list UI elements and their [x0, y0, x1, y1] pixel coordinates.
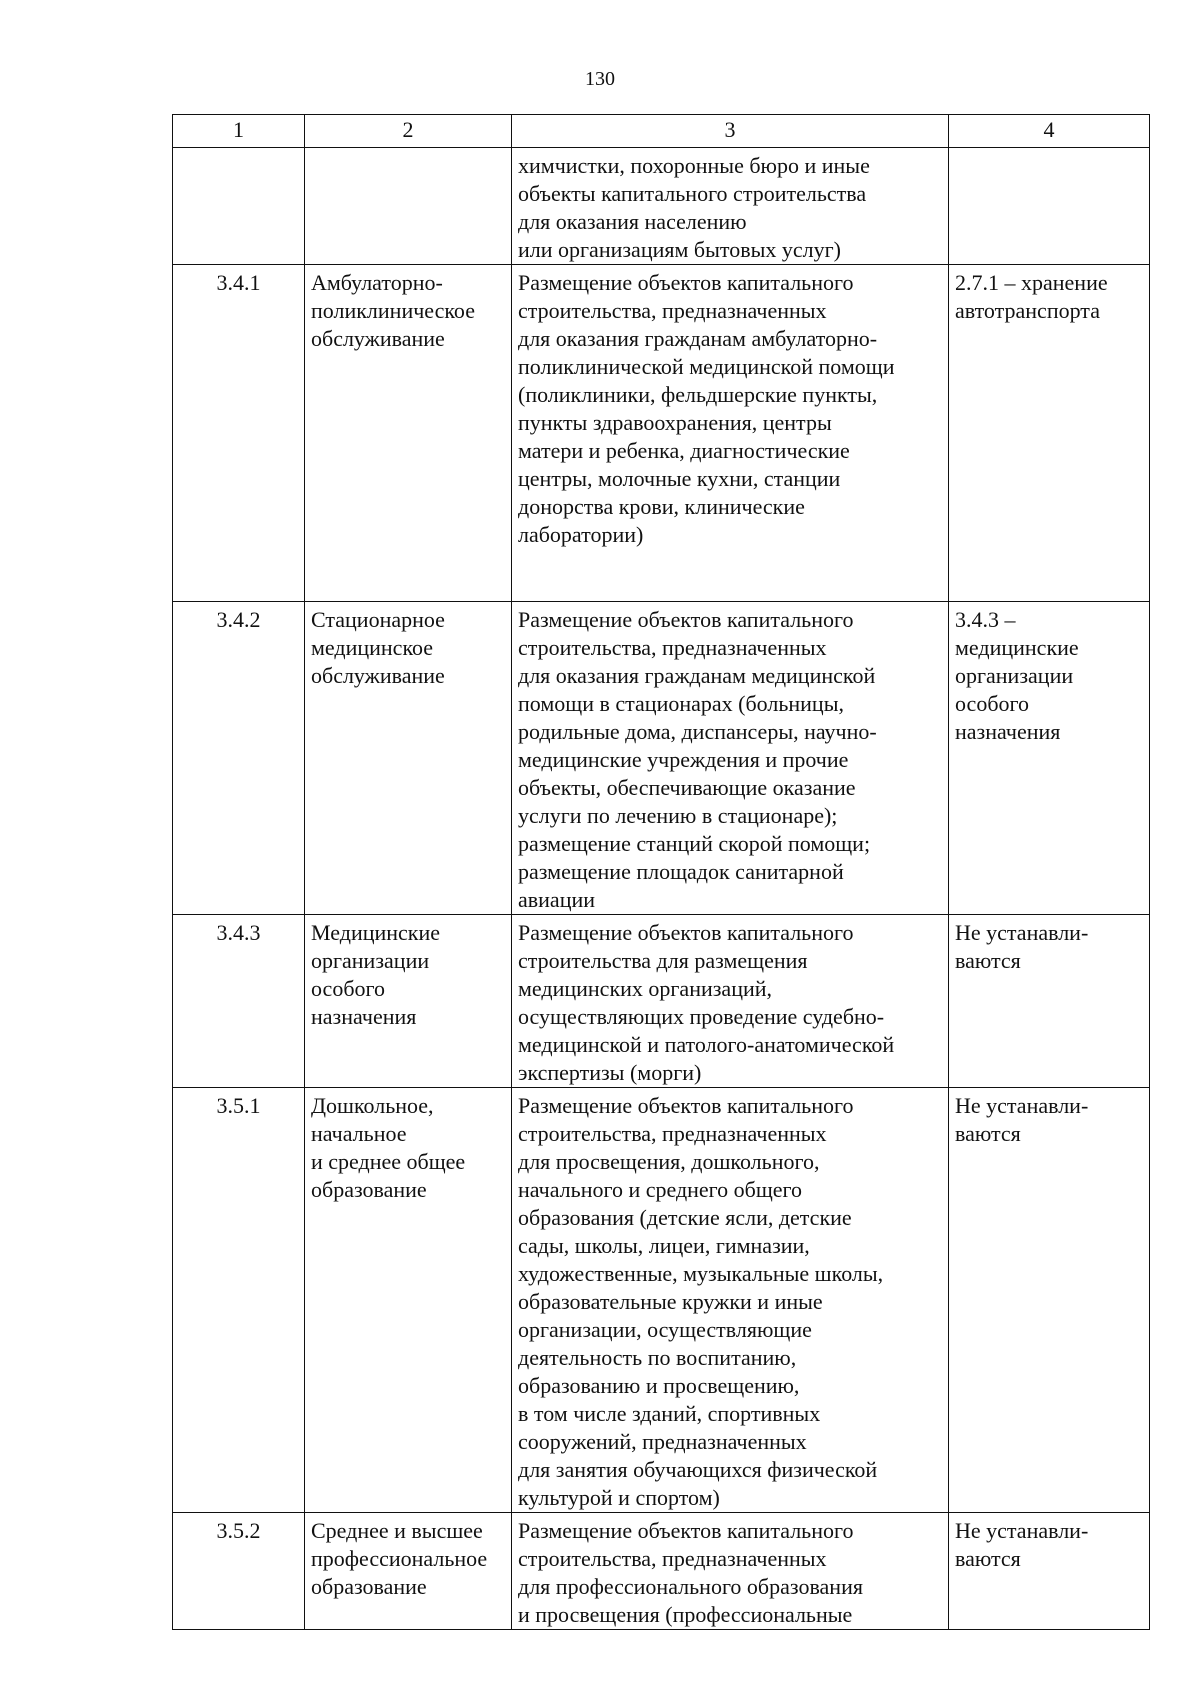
description-cell-line: авиации	[518, 887, 596, 912]
name-cell	[305, 148, 512, 265]
name-cell-line: Среднее и высшее	[311, 1518, 483, 1543]
description-cell-line: для оказания населению	[518, 209, 747, 234]
code-cell: 3.5.1	[173, 1088, 305, 1513]
column-header-2: 2	[305, 115, 512, 148]
table-row	[173, 602, 1150, 915]
auxiliary-cell-line: ваются	[955, 1121, 1021, 1146]
name-cell-line: Дошкольное,	[311, 1093, 434, 1118]
table-row	[173, 915, 1150, 1088]
description-cell-line: Размещение объектов капитального	[518, 1518, 854, 1543]
description-cell-line: строительства, предназначенных	[518, 1546, 827, 1571]
table-row	[173, 148, 1150, 265]
description-cell-line: донорства крови, клинические	[518, 494, 805, 519]
description-cell-line: Размещение объектов капитального	[518, 607, 854, 632]
auxiliary-cell-line: медицинские	[955, 635, 1079, 660]
description-cell-line: строительства для размещения	[518, 948, 808, 973]
description-cell-line: для профессионального образования	[518, 1574, 863, 1599]
description-cell-line: художественные, музыкальные школы,	[518, 1261, 884, 1286]
name-cell-line: Медицинские	[311, 920, 441, 945]
description-cell-line: объекты капитального строительства	[518, 181, 867, 206]
description-cell-line: медицинских организаций,	[518, 976, 773, 1001]
name-cell-line: поликлиническое	[311, 298, 475, 323]
description-cell-line: для просвещения, дошкольного,	[518, 1149, 820, 1174]
description-cell-line: для оказания гражданам амбулаторно-	[518, 326, 878, 351]
auxiliary-cell-line: 2.7.1 – хранение	[955, 270, 1108, 295]
code-cell: 3.4.1	[173, 265, 305, 602]
name-cell-line: обслуживание	[311, 326, 445, 351]
auxiliary-cell-line: Не устанавли-	[955, 1518, 1089, 1543]
table-body	[173, 115, 1150, 1630]
table-row	[173, 265, 1150, 602]
name-cell	[305, 915, 512, 1088]
table-row	[173, 1513, 1150, 1630]
name-cell-line: назначения	[311, 1004, 417, 1029]
description-cell	[512, 1088, 949, 1513]
description-cell-line: услуги по лечению в стационаре);	[518, 803, 838, 828]
description-cell-line: образовательные кружки и иные	[518, 1289, 823, 1314]
description-cell-line: образованию и просвещению,	[518, 1373, 800, 1398]
description-cell	[512, 915, 949, 1088]
description-cell-line: Размещение объектов капитального	[518, 270, 854, 295]
description-cell	[512, 602, 949, 915]
description-cell-line: размещение станций скорой помощи;	[518, 831, 871, 856]
auxiliary-cell	[949, 265, 1150, 602]
column-header-3: 3	[512, 115, 949, 148]
name-cell-line: образование	[311, 1574, 427, 1599]
name-cell	[305, 265, 512, 602]
name-cell-line: и среднее общее	[311, 1149, 466, 1174]
description-cell-line: матери и ребенка, диагностические	[518, 438, 850, 463]
description-cell	[512, 1513, 949, 1630]
name-cell-line: начальное	[311, 1121, 407, 1146]
name-cell-line: обслуживание	[311, 663, 445, 688]
description-cell-line: строительства, предназначенных	[518, 1121, 827, 1146]
name-cell	[305, 1088, 512, 1513]
description-cell-line: пункты здравоохранения, центры	[518, 410, 832, 435]
auxiliary-cell-line: назначения	[955, 719, 1061, 744]
name-cell-line: Амбулаторно-	[311, 270, 443, 295]
description-cell	[512, 265, 949, 602]
description-cell-line: экспертизы (морги)	[518, 1060, 702, 1085]
description-cell-line: сооружений, предназначенных	[518, 1429, 807, 1454]
description-cell-line: размещение площадок санитарной	[518, 859, 844, 884]
description-cell-line: химчистки, похоронные бюро и иные	[518, 153, 870, 178]
name-cell-line: организации	[311, 948, 430, 973]
description-cell-line: для занятия обучающихся физической	[518, 1457, 878, 1482]
description-cell-line: или организациям бытовых услуг)	[518, 237, 841, 262]
description-cell-line: строительства, предназначенных	[518, 635, 827, 660]
description-cell	[512, 148, 949, 265]
auxiliary-cell	[949, 1088, 1150, 1513]
description-cell-line: объекты, обеспечивающие оказание	[518, 775, 856, 800]
description-cell-line: сады, школы, лицеи, гимназии,	[518, 1233, 810, 1258]
table-row	[173, 1088, 1150, 1513]
auxiliary-cell-line: особого	[955, 691, 1029, 716]
auxiliary-cell-line: 3.4.3 –	[955, 607, 1016, 632]
auxiliary-cell	[949, 915, 1150, 1088]
description-cell-line: (поликлиники, фельдшерские пункты,	[518, 382, 878, 407]
auxiliary-cell-line: ваются	[955, 1546, 1021, 1571]
name-cell-line: профессиональное	[311, 1546, 488, 1571]
description-cell-line: помощи в стационарах (больницы,	[518, 691, 844, 716]
auxiliary-cell-line: организации	[955, 663, 1074, 688]
column-header-1: 1	[173, 115, 305, 148]
description-cell-line: строительства, предназначенных	[518, 298, 827, 323]
description-cell-line: культурой и спортом)	[518, 1485, 720, 1510]
description-cell-line: медицинской и патолого-анатомической	[518, 1032, 895, 1057]
code-cell: 3.4.2	[173, 602, 305, 915]
auxiliary-cell	[949, 602, 1150, 915]
description-cell-line: для оказания гражданам медицинской	[518, 663, 876, 688]
description-cell-line: деятельность по воспитанию,	[518, 1345, 797, 1370]
auxiliary-cell-line: ваются	[955, 948, 1021, 973]
column-header-4: 4	[949, 115, 1150, 148]
name-cell-line: Стационарное	[311, 607, 445, 632]
name-cell-line: медицинское	[311, 635, 434, 660]
description-cell-line: начального и среднего общего	[518, 1177, 803, 1202]
auxiliary-cell	[949, 1513, 1150, 1630]
description-cell-line: образования (детские ясли, детские	[518, 1205, 852, 1230]
description-cell-line: и просвещения (профессиональные	[518, 1602, 853, 1627]
auxiliary-cell-line: Не устанавли-	[955, 920, 1089, 945]
page-number: 130	[585, 68, 615, 90]
auxiliary-cell-line: автотранспорта	[955, 298, 1100, 323]
land-use-table	[172, 114, 1150, 1630]
description-cell-line: медицинские учреждения и прочие	[518, 747, 849, 772]
name-cell	[305, 1513, 512, 1630]
header-row	[173, 115, 1150, 148]
name-cell-line: образование	[311, 1177, 427, 1202]
auxiliary-cell-line: Не устанавли-	[955, 1093, 1089, 1118]
description-cell-line: организации, осуществляющие	[518, 1317, 812, 1342]
description-cell-line: лаборатории)	[518, 522, 644, 547]
name-cell-line: особого	[311, 976, 385, 1001]
code-cell: 3.4.3	[173, 915, 305, 1088]
code-cell	[173, 148, 305, 265]
description-cell-line: Размещение объектов капитального	[518, 920, 854, 945]
name-cell	[305, 602, 512, 915]
code-cell: 3.5.2	[173, 1513, 305, 1630]
description-cell-line: в том числе зданий, спортивных	[518, 1401, 821, 1426]
auxiliary-cell	[949, 148, 1150, 265]
description-cell-line: центры, молочные кухни, станции	[518, 466, 841, 491]
description-cell-line: поликлинической медицинской помощи	[518, 354, 895, 379]
description-cell-line: родильные дома, диспансеры, научно-	[518, 719, 877, 744]
description-cell-line: Размещение объектов капитального	[518, 1093, 854, 1118]
description-cell-line: осуществляющих проведение судебно-	[518, 1004, 885, 1029]
